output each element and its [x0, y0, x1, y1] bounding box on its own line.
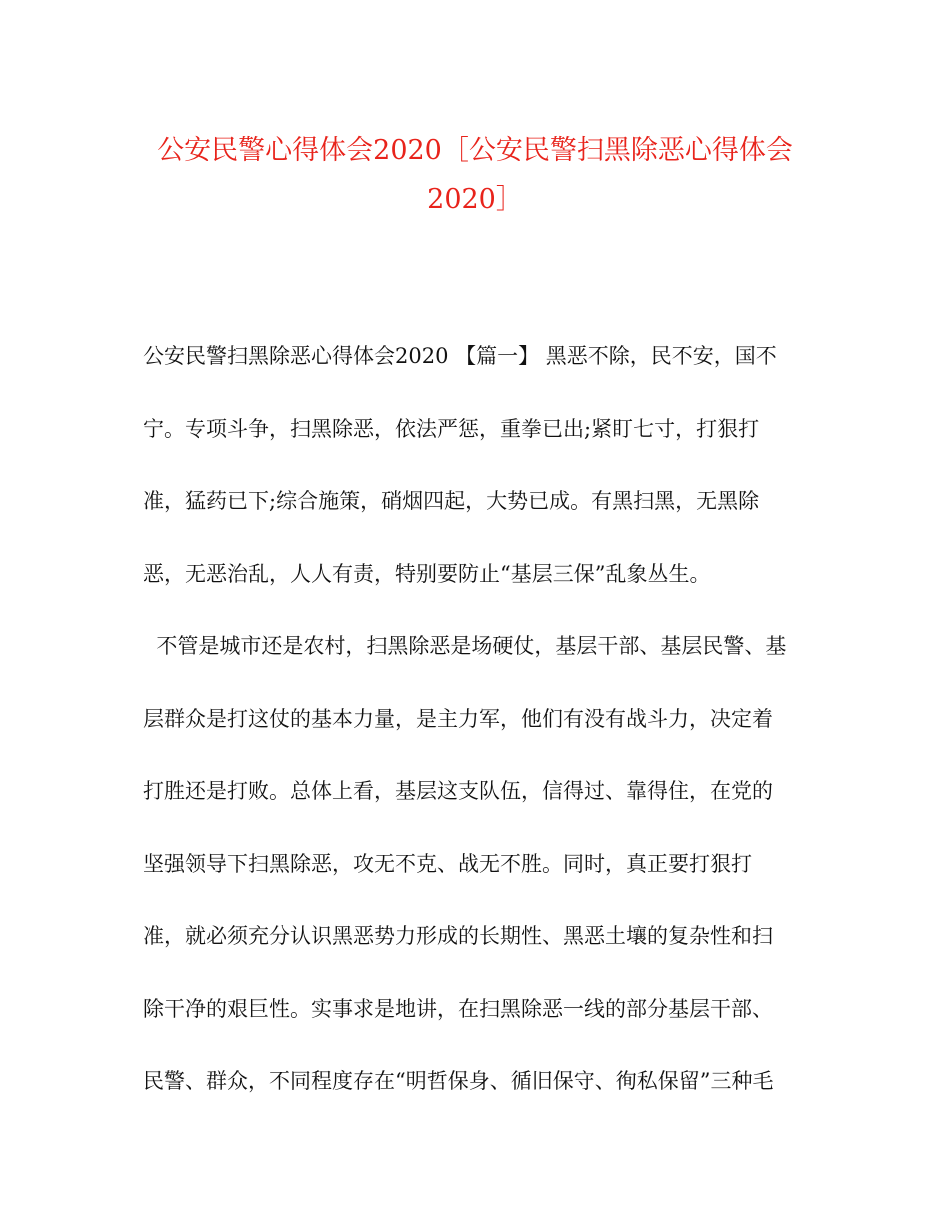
body-line: 层群众是打这仗的基本力量，是主力军，他们有没有战斗力，决定着	[143, 706, 773, 731]
body-line: 恶，无恶治乱，人人有责，特别要防止“基层三保”乱象丛生。	[143, 561, 711, 586]
body-line: 准，猛药已下;综合施策，硝烟四起，大势已成。有黑扫黑，无黑除	[143, 489, 760, 513]
body-line: 坚强领导下扫黑除恶，攻无不克、战无不胜。同时，真正要打狠打	[143, 851, 752, 876]
body-line: 宁。专项斗争，扫黑除恶，依法严惩，重拳已出;紧盯七寸，打狠打	[143, 416, 760, 441]
body-line: 准，就必须充分认识黑恶势力形成的长期性、黑恶土壤的复杂性和扫	[143, 924, 773, 948]
document-title	[130, 126, 820, 224]
body-line: 打胜还是打败。总体上看，基层这支队伍，信得过、靠得住，在党的	[143, 779, 773, 803]
body-line: 除干净的艰巨性。实事求是地讲，在扫黑除恶一线的部分基层干部、	[143, 996, 773, 1021]
body-line: 民警、群众，不同程度存在“明哲保身、循旧保守、徇私保留”三种毛	[143, 1069, 774, 1093]
title-line-1: 公安民警心得体会2020［公安民警扫黑除恶心得体会	[157, 135, 793, 166]
body-line: 不管是城市还是农村，扫黑除恶是场硬仗，基层干部、基层民警、基	[143, 634, 787, 658]
document-body	[143, 334, 823, 1132]
title-line-2: 2020］	[427, 184, 523, 215]
body-line: 公安民警扫黑除恶心得体会2020 【篇一】 黑恶不除，民不安，国不	[143, 344, 777, 368]
